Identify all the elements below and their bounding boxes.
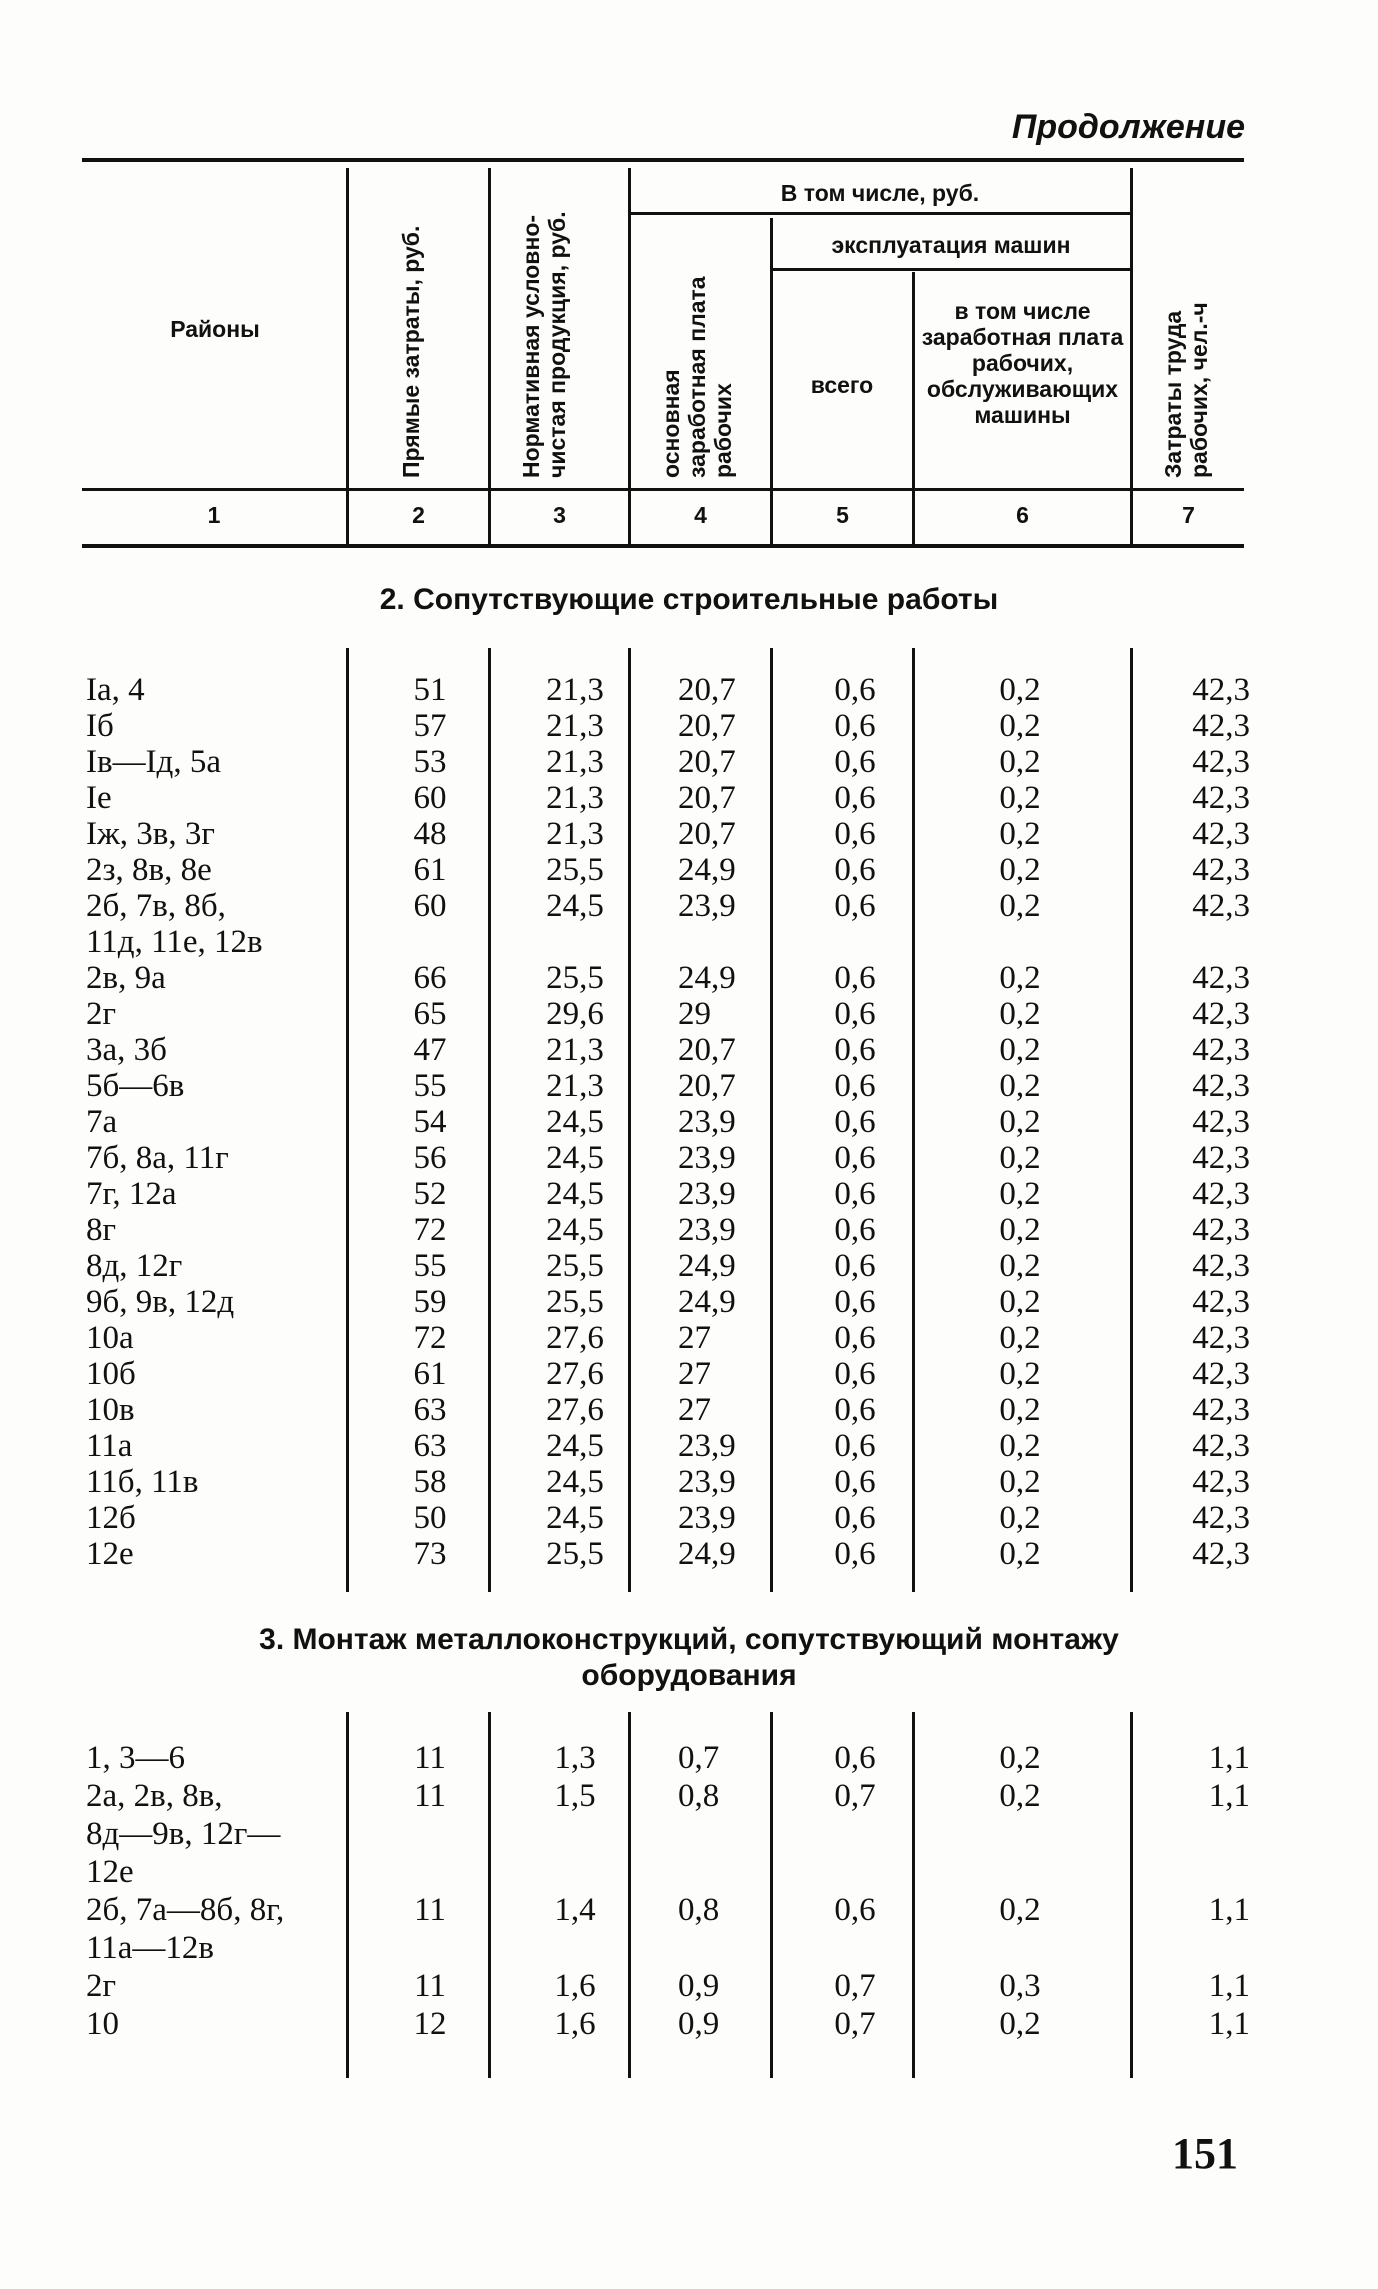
cell-machines-total: 0,6 <box>834 1320 876 1356</box>
table-row <box>0 996 1378 1032</box>
table-row <box>0 1500 1378 1536</box>
cell-machines-total: 0,6 <box>834 1284 876 1320</box>
section3-title-line1: 3. Монтаж металлоконструкций, сопутствующий монтажу <box>259 1623 1119 1656</box>
cell-labor: 42,3 <box>1192 1428 1250 1464</box>
continuation-label: Продолжение <box>1011 108 1245 146</box>
cell-labor: 1,1 <box>1208 1778 1250 1814</box>
cell-base-wage: 27 <box>678 1320 711 1356</box>
header-net-product: Нормативная условно-чистая продукция, руб. <box>518 211 570 478</box>
cell-direct-costs: 55 <box>413 1068 447 1104</box>
table-row <box>0 1068 1378 1104</box>
cell-machine-wage: 0,2 <box>999 996 1041 1032</box>
cell-labor: 42,3 <box>1192 1176 1250 1212</box>
cell-base-wage: 20,7 <box>678 1068 736 1104</box>
page-number: 151 <box>1172 2129 1238 2178</box>
cell-net-product: 25,5 <box>546 852 604 888</box>
table-row <box>0 1284 1378 1320</box>
cell-net-product: 24,5 <box>546 1104 604 1140</box>
cell-machine-wage: 0,2 <box>999 780 1041 816</box>
cell-region: 7г, 12а <box>86 1176 177 1212</box>
cell-base-wage: 0,7 <box>678 1740 720 1776</box>
cell-base-wage: 0,9 <box>678 1968 720 2004</box>
numbers-bottom-rule <box>82 544 1244 548</box>
cell-region: 2б, 7в, 8б, <box>86 888 226 924</box>
cell-machines-total: 0,6 <box>834 1176 876 1212</box>
cell-labor: 1,1 <box>1208 2006 1250 2042</box>
cell-machine-wage: 0,2 <box>999 1892 1041 1928</box>
cell-labor: 42,3 <box>1192 1104 1250 1140</box>
header-divider-3 <box>628 168 631 546</box>
cell-direct-costs: 52 <box>413 1176 447 1212</box>
cell-direct-costs: 63 <box>413 1428 447 1464</box>
cell-direct-costs: 56 <box>413 1140 447 1176</box>
cell-net-product: 24,5 <box>546 1176 604 1212</box>
cell-machines-total: 0,6 <box>834 852 876 888</box>
cell-direct-costs: 66 <box>413 960 447 996</box>
cell-net-product: 24,5 <box>546 1140 604 1176</box>
cell-machine-wage: 0,2 <box>999 816 1041 852</box>
cell-labor: 42,3 <box>1192 1320 1250 1356</box>
col-number-6: 6 <box>1016 502 1029 528</box>
cell-base-wage: 0,8 <box>678 1778 720 1814</box>
cell-machines-total: 0,6 <box>834 708 876 744</box>
cell-region: 2в, 9а <box>86 960 166 996</box>
cell-machines-total: 0,6 <box>834 1068 876 1104</box>
cell-machine-wage: 0,2 <box>999 1392 1041 1428</box>
cell-direct-costs: 63 <box>413 1392 447 1428</box>
cell-machines-total: 0,6 <box>834 1428 876 1464</box>
cell-direct-costs: 65 <box>413 996 447 1032</box>
cell-machines-total: 0,6 <box>834 816 876 852</box>
cell-region: 8д, 12г <box>86 1248 183 1284</box>
group-rule <box>630 212 1132 215</box>
cell-labor: 42,3 <box>1192 708 1250 744</box>
header-machines: эксплуатация машин <box>831 232 1071 258</box>
cell-machine-wage: 0,2 <box>999 852 1041 888</box>
cell-labor: 42,3 <box>1192 1464 1250 1500</box>
cell-labor: 42,3 <box>1192 744 1250 780</box>
cell-region: 12е <box>86 1536 134 1572</box>
col-number-7: 7 <box>1182 502 1195 528</box>
cell-machine-wage: 0,2 <box>999 1536 1041 1572</box>
cell-region: 12б <box>86 1500 136 1536</box>
cell-labor: 42,3 <box>1192 1032 1250 1068</box>
cell-machine-wage: 0,2 <box>999 1428 1041 1464</box>
cell-machine-wage: 0,2 <box>999 2006 1041 2042</box>
cell-direct-costs: 73 <box>413 1536 447 1572</box>
cell-labor: 42,3 <box>1192 672 1250 708</box>
cell-net-product: 21,3 <box>546 672 604 708</box>
table-row <box>0 744 1378 780</box>
cell-machine-wage: 0,2 <box>999 888 1041 924</box>
cell-machine-wage: 0,2 <box>999 1284 1041 1320</box>
cell-base-wage: 0,9 <box>678 2006 720 2042</box>
table-row <box>0 1140 1378 1176</box>
header-direct-costs: Прямые затраты, руб. <box>398 225 424 478</box>
cell-direct-costs: 11 <box>414 1892 446 1928</box>
table-row <box>0 780 1378 816</box>
table-row <box>0 1930 1378 1966</box>
table-row <box>0 1892 1378 1928</box>
cell-labor: 42,3 <box>1192 996 1250 1032</box>
cell-net-product: 21,3 <box>546 708 604 744</box>
cell-region: 2а, 2в, 8в, <box>86 1778 223 1814</box>
table-row <box>0 888 1378 924</box>
cell-machines-total: 0,6 <box>834 744 876 780</box>
cell-machine-wage: 0,2 <box>999 1464 1041 1500</box>
cell-base-wage: 24,9 <box>678 852 736 888</box>
header-divider-2 <box>488 168 491 546</box>
machines-rule <box>772 268 1132 271</box>
header-top-rule <box>82 158 1244 162</box>
cell-base-wage: 20,7 <box>678 672 736 708</box>
cell-labor: 42,3 <box>1192 780 1250 816</box>
cell-direct-costs: 11 <box>414 1968 446 2004</box>
cell-region: 10в <box>86 1392 135 1428</box>
table-row <box>0 924 1378 960</box>
table-row <box>0 1816 1378 1852</box>
cell-direct-costs: 51 <box>413 672 447 708</box>
cell-machine-wage: 0,3 <box>999 1968 1041 2004</box>
cell-labor: 1,1 <box>1208 1740 1250 1776</box>
cell-machines-total: 0,6 <box>834 1740 876 1776</box>
cell-region: 11а <box>86 1428 133 1464</box>
cell-net-product: 24,5 <box>546 1428 604 1464</box>
cell-region: 12е <box>86 1854 134 1890</box>
cell-base-wage: 23,9 <box>678 1212 736 1248</box>
table-row <box>0 1032 1378 1068</box>
cell-machine-wage: 0,2 <box>999 1068 1041 1104</box>
table-row <box>0 708 1378 744</box>
cell-labor: 42,3 <box>1192 1392 1250 1428</box>
cell-machines-total: 0,6 <box>834 1140 876 1176</box>
cell-base-wage: 24,9 <box>678 960 736 996</box>
cell-direct-costs: 72 <box>413 1320 447 1356</box>
cell-machines-total: 0,7 <box>834 2006 876 2042</box>
table-row <box>0 960 1378 996</box>
cell-region: 11б, 11в <box>86 1464 199 1500</box>
cell-machine-wage: 0,2 <box>999 744 1041 780</box>
table-row <box>0 1536 1378 1572</box>
cell-net-product: 1,4 <box>554 1892 596 1928</box>
cell-net-product: 21,3 <box>546 816 604 852</box>
table-row <box>0 1464 1378 1500</box>
cell-net-product: 24,5 <box>546 1500 604 1536</box>
table-row <box>0 1212 1378 1248</box>
table-row <box>0 1854 1378 1890</box>
cell-machines-total: 0,6 <box>834 996 876 1032</box>
table-row <box>0 1104 1378 1140</box>
table-row <box>0 1176 1378 1212</box>
cell-direct-costs: 61 <box>413 852 447 888</box>
cell-machine-wage: 0,2 <box>999 1140 1041 1176</box>
cell-region: 11д, 11е, 12в <box>86 924 263 960</box>
cell-machines-total: 0,6 <box>834 1536 876 1572</box>
cell-net-product: 29,6 <box>546 996 604 1032</box>
cell-net-product: 21,3 <box>546 1068 604 1104</box>
cell-machines-total: 0,6 <box>834 1212 876 1248</box>
cell-direct-costs: 60 <box>413 780 447 816</box>
col-number-5: 5 <box>836 502 849 528</box>
cell-base-wage: 23,9 <box>678 1140 736 1176</box>
cell-net-product: 1,5 <box>554 1778 596 1814</box>
cell-direct-costs: 59 <box>413 1284 447 1320</box>
cell-base-wage: 27 <box>678 1356 711 1392</box>
cell-base-wage: 23,9 <box>678 1500 736 1536</box>
header-machine-wage: в том числе заработная плата рабочих, обслуживающих машины <box>921 298 1124 428</box>
cell-region: Iе <box>86 780 112 816</box>
cell-machine-wage: 0,2 <box>999 1740 1041 1776</box>
cell-region: 2г <box>86 996 117 1032</box>
cell-region: Iж, 3в, 3г <box>86 816 215 852</box>
table-row <box>0 1740 1378 1776</box>
cell-labor: 42,3 <box>1192 852 1250 888</box>
cell-net-product: 27,6 <box>546 1356 604 1392</box>
cell-net-product: 24,5 <box>546 1212 604 1248</box>
table-row <box>0 816 1378 852</box>
cell-machines-total: 0,6 <box>834 1464 876 1500</box>
cell-labor: 42,3 <box>1192 1536 1250 1572</box>
cell-base-wage: 23,9 <box>678 1104 736 1140</box>
cell-net-product: 24,5 <box>546 1464 604 1500</box>
cell-machines-total: 0,6 <box>834 780 876 816</box>
cell-machine-wage: 0,2 <box>999 1032 1041 1068</box>
cell-net-product: 25,5 <box>546 1536 604 1572</box>
cell-machines-total: 0,6 <box>834 1104 876 1140</box>
table-row <box>0 2006 1378 2042</box>
header-bottom-rule <box>82 488 1244 491</box>
table-row <box>0 852 1378 888</box>
cell-net-product: 27,6 <box>546 1392 604 1428</box>
cell-net-product: 25,5 <box>546 1248 604 1284</box>
cell-labor: 42,3 <box>1192 1248 1250 1284</box>
cell-base-wage: 29 <box>678 996 711 1032</box>
cell-machine-wage: 0,2 <box>999 960 1041 996</box>
cell-direct-costs: 54 <box>413 1104 447 1140</box>
cell-labor: 1,1 <box>1208 1968 1250 2004</box>
cell-labor: 42,3 <box>1192 1284 1250 1320</box>
cell-base-wage: 0,8 <box>678 1892 720 1928</box>
cell-region: 7б, 8а, 11г <box>86 1140 229 1176</box>
col-number-1: 1 <box>207 502 221 528</box>
cell-direct-costs: 11 <box>414 1740 446 1776</box>
header-labor: Затраты труда рабочих, чел.-ч <box>1160 302 1212 478</box>
col-number-4: 4 <box>694 502 707 528</box>
cell-labor: 42,3 <box>1192 816 1250 852</box>
cell-machine-wage: 0,2 <box>999 1176 1041 1212</box>
cell-region: 10 <box>86 2006 119 2042</box>
table-row <box>0 1428 1378 1464</box>
cell-direct-costs: 60 <box>413 888 447 924</box>
cell-base-wage: 20,7 <box>678 816 736 852</box>
cell-direct-costs: 48 <box>413 816 447 852</box>
table-row <box>0 1968 1378 2004</box>
cell-machines-total: 0,6 <box>834 960 876 996</box>
cell-labor: 42,3 <box>1192 1212 1250 1248</box>
cell-region: 2б, 7а—8б, 8г, <box>86 1892 285 1928</box>
col-number-2: 2 <box>412 502 425 528</box>
cell-region: 10а <box>86 1320 134 1356</box>
cell-net-product: 1,6 <box>554 1968 596 2004</box>
cell-direct-costs: 72 <box>413 1212 447 1248</box>
cell-region: 2г <box>86 1968 117 2004</box>
cell-region: 9б, 9в, 12д <box>86 1284 235 1320</box>
cell-base-wage: 24,9 <box>678 1248 736 1284</box>
table-row <box>0 1778 1378 1814</box>
cell-base-wage: 24,9 <box>678 1536 736 1572</box>
header-regions: Районы <box>170 316 260 342</box>
cell-base-wage: 20,7 <box>678 744 736 780</box>
cell-machine-wage: 0,2 <box>999 1778 1041 1814</box>
header-total: всего <box>810 372 874 398</box>
cell-region: Iв—Iд, 5а <box>86 744 221 780</box>
cell-machine-wage: 0,2 <box>999 1104 1041 1140</box>
cell-labor: 1,1 <box>1208 1892 1250 1928</box>
section3-title-line2: оборудования <box>581 1659 797 1692</box>
cell-base-wage: 23,9 <box>678 888 736 924</box>
cell-machine-wage: 0,2 <box>999 1248 1041 1284</box>
cell-direct-costs: 57 <box>413 708 447 744</box>
cell-direct-costs: 53 <box>413 744 447 780</box>
cell-net-product: 1,3 <box>554 1740 596 1776</box>
table-row <box>0 672 1378 708</box>
cell-region: Iб <box>86 708 114 744</box>
cell-machines-total: 0,6 <box>834 1032 876 1068</box>
cell-labor: 42,3 <box>1192 1068 1250 1104</box>
cell-region: 3а, 3б <box>86 1032 167 1068</box>
cell-net-product: 1,6 <box>554 2006 596 2042</box>
section2-title: 2. Сопутствующие строительные работы <box>379 583 999 616</box>
cell-base-wage: 23,9 <box>678 1176 736 1212</box>
cell-machine-wage: 0,2 <box>999 708 1041 744</box>
cell-region: 1, 3—6 <box>86 1740 185 1776</box>
cell-machine-wage: 0,2 <box>999 672 1041 708</box>
cell-labor: 42,3 <box>1192 960 1250 996</box>
header-base-wage: основная заработная плата рабочих <box>658 276 736 478</box>
cell-base-wage: 23,9 <box>678 1464 736 1500</box>
cell-direct-costs: 50 <box>413 1500 447 1536</box>
cell-labor: 42,3 <box>1192 888 1250 924</box>
cell-base-wage: 27 <box>678 1392 711 1428</box>
cell-machines-total: 0,6 <box>834 1392 876 1428</box>
cell-base-wage: 23,9 <box>678 1428 736 1464</box>
cell-region: 2з, 8в, 8е <box>86 852 212 888</box>
cell-net-product: 27,6 <box>546 1320 604 1356</box>
cell-machines-total: 0,6 <box>834 888 876 924</box>
cell-direct-costs: 58 <box>413 1464 447 1500</box>
cell-region: 10б <box>86 1356 136 1392</box>
cell-machine-wage: 0,2 <box>999 1320 1041 1356</box>
cell-region: Iа, 4 <box>86 672 145 708</box>
cell-net-product: 24,5 <box>546 888 604 924</box>
cell-machines-total: 0,7 <box>834 1778 876 1814</box>
cell-direct-costs: 12 <box>413 2006 447 2042</box>
cell-machines-total: 0,6 <box>834 1500 876 1536</box>
cell-machines-total: 0,6 <box>834 1248 876 1284</box>
cell-net-product: 25,5 <box>546 1284 604 1320</box>
cell-base-wage: 20,7 <box>678 780 736 816</box>
cell-region: 5б—6в <box>86 1068 185 1104</box>
cell-labor: 42,3 <box>1192 1356 1250 1392</box>
table-row <box>0 1320 1378 1356</box>
header-divider-1 <box>346 168 349 546</box>
cell-net-product: 21,3 <box>546 1032 604 1068</box>
cell-base-wage: 24,9 <box>678 1284 736 1320</box>
cell-labor: 42,3 <box>1192 1140 1250 1176</box>
cell-region: 8д—9в, 12г— <box>86 1816 281 1852</box>
cell-labor: 42,3 <box>1192 1500 1250 1536</box>
cell-machine-wage: 0,2 <box>999 1500 1041 1536</box>
cell-base-wage: 20,7 <box>678 708 736 744</box>
cell-machines-total: 0,6 <box>834 1892 876 1928</box>
col-number-3: 3 <box>553 502 566 528</box>
cell-net-product: 21,3 <box>546 780 604 816</box>
table-row <box>0 1356 1378 1392</box>
cell-region: 11а—12в <box>86 1930 215 1966</box>
cell-direct-costs: 55 <box>413 1248 447 1284</box>
header-group: В том числе, руб. <box>780 180 980 206</box>
cell-region: 7а <box>86 1104 118 1140</box>
header-divider-6 <box>1130 168 1133 546</box>
table-row <box>0 1248 1378 1284</box>
cell-machines-total: 0,6 <box>834 1356 876 1392</box>
table-row <box>0 1392 1378 1428</box>
cell-machines-total: 0,6 <box>834 672 876 708</box>
cell-machine-wage: 0,2 <box>999 1212 1041 1248</box>
cell-machine-wage: 0,2 <box>999 1356 1041 1392</box>
cell-region: 8г <box>86 1212 117 1248</box>
cell-direct-costs: 47 <box>413 1032 447 1068</box>
cell-direct-costs: 61 <box>413 1356 447 1392</box>
cell-net-product: 21,3 <box>546 744 604 780</box>
cell-direct-costs: 11 <box>414 1778 446 1814</box>
cell-base-wage: 20,7 <box>678 1032 736 1068</box>
cell-machines-total: 0,7 <box>834 1968 876 2004</box>
cell-net-product: 25,5 <box>546 960 604 996</box>
